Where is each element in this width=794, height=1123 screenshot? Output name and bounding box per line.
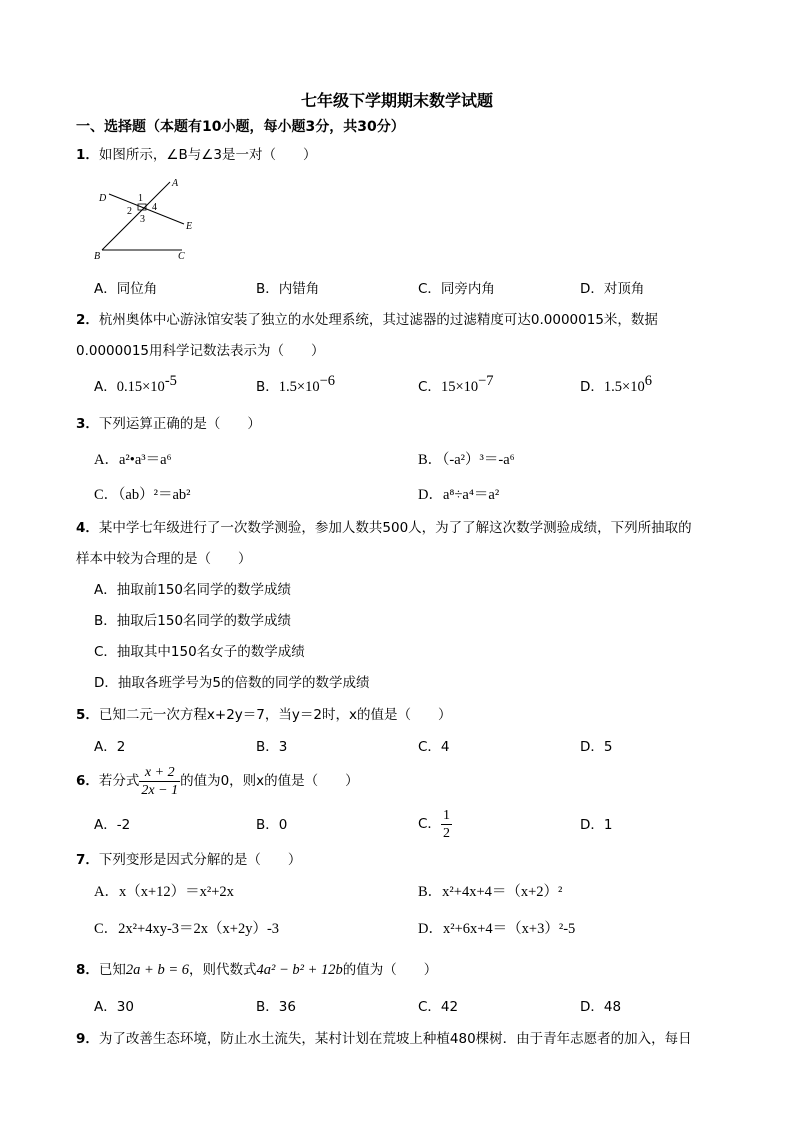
option-c: C．4 bbox=[418, 739, 450, 755]
option-c: C．2x²+4xy-3＝2x（x+2y）-3 bbox=[94, 921, 280, 937]
fraction: $\frac{1}{2}$ bbox=[442, 807, 450, 841]
angle-4-label: 4 bbox=[152, 202, 157, 213]
question-number: 7． bbox=[76, 852, 99, 868]
question-4 bbox=[76, 520, 692, 536]
option-d: D．48 bbox=[580, 999, 622, 1015]
option-b: B．36 bbox=[256, 999, 296, 1015]
option-c: C．抽取其中150名女子的数学成绩 bbox=[94, 644, 305, 660]
option-a: A．a²•a³＝a⁶ bbox=[94, 452, 172, 468]
option-a: A．-2 bbox=[94, 817, 131, 833]
angle-1-label: 1 bbox=[138, 193, 143, 204]
question-6 bbox=[76, 763, 359, 801]
option-d: D．抽取各班学号为5的倍数的同学的数学成绩 bbox=[94, 675, 370, 691]
fraction bbox=[139, 764, 180, 799]
option-a: A．抽取前150名同学的数学成绩 bbox=[94, 582, 292, 598]
option-d: D．$1.5\times 10^6$ bbox=[580, 373, 652, 395]
option-a: A．x（x+12）＝x²+2x bbox=[94, 884, 234, 900]
option-b: B．$1.5\times 10^{-6}$ bbox=[256, 373, 336, 395]
option-a: A．同位角 bbox=[94, 281, 158, 297]
question-number: 2． bbox=[76, 312, 99, 328]
question-stem: 下列运算正确的是（ ） bbox=[98, 416, 261, 432]
question-stem: 如图所示，∠B与∠3是一对（ ） bbox=[98, 147, 317, 163]
question-stem: 下列变形是因式分解的是（ ） bbox=[98, 852, 302, 868]
question-stem-line-1: 某中学七年级进行了一次数学测验，参加人数共500人，为了了解这次数学测验成绩，下列所抽取的 bbox=[98, 520, 692, 536]
point-e-label: E bbox=[186, 221, 193, 232]
question-stem-line-2: 样本中较为合理的是（ ） bbox=[76, 551, 252, 567]
point-b-label: B bbox=[94, 251, 101, 262]
angle-3-label: 3 bbox=[140, 214, 145, 225]
option-b: B．3 bbox=[256, 739, 288, 755]
option-d: D．对顶角 bbox=[580, 281, 645, 297]
question-8: 8．已知2a + b = 6，则代数式4a² − b² + 12b的值为（ ） bbox=[76, 962, 438, 978]
option-d: D．5 bbox=[580, 739, 613, 755]
option-c: C． $\frac{1}{2}$ bbox=[418, 807, 450, 841]
option-b: B．内错角 bbox=[256, 281, 320, 297]
question-stem-pre: 若分式 bbox=[98, 773, 140, 789]
option-a: A．30 bbox=[94, 999, 134, 1015]
question-3 bbox=[76, 416, 261, 432]
question-5 bbox=[76, 707, 451, 723]
angle-figure bbox=[90, 174, 200, 264]
point-c-label: C bbox=[178, 251, 185, 262]
question-1 bbox=[76, 147, 316, 163]
algebraic-expression: 4a² − b² + 12b bbox=[256, 962, 343, 978]
fraction-numerator: x + 2 bbox=[139, 764, 180, 782]
option-a: A．$0.15\times 10^{-5}$ bbox=[94, 373, 177, 395]
option-c: C．（ab）²＝ab² bbox=[94, 487, 191, 503]
point-d-label: D bbox=[99, 193, 107, 204]
question-stem-post: 的值为0，则x的值是（ ） bbox=[180, 773, 359, 789]
angle-2-label: 2 bbox=[127, 206, 132, 217]
option-b: B．抽取后150名同学的数学成绩 bbox=[94, 613, 292, 629]
question-number: 5． bbox=[76, 707, 99, 723]
question-number: 6． bbox=[76, 773, 99, 789]
condition-expression: 2a + b = 6 bbox=[125, 962, 189, 978]
option-d: D．a⁸÷a⁴＝a² bbox=[418, 487, 500, 503]
option-a: A．2 bbox=[94, 739, 126, 755]
option-c: C．同旁内角 bbox=[418, 281, 495, 297]
option-b: B．0 bbox=[256, 817, 288, 833]
question-7 bbox=[76, 852, 301, 868]
question-number: 8． bbox=[76, 962, 99, 978]
question-stem-line-1: 为了改善生态环境，防止水土流失，某村计划在荒坡上种植480棵树．由于青年志愿者的加入，每日 bbox=[98, 1031, 692, 1047]
question-number: 1． bbox=[76, 147, 99, 163]
question-9 bbox=[76, 1031, 692, 1047]
point-a-label: A bbox=[172, 178, 179, 189]
question-number: 3． bbox=[76, 416, 99, 432]
page-title: 七年级下学期期末数学试题 bbox=[300, 91, 493, 110]
option-d: D．1 bbox=[580, 817, 613, 833]
question-2 bbox=[76, 312, 658, 328]
option-c: C．$15\times 10^{-7}$ bbox=[418, 373, 494, 395]
option-b: B．（-a²）³＝-a⁶ bbox=[418, 452, 515, 468]
option-d: D．x²+6x+4＝（x+3）²-5 bbox=[418, 921, 576, 937]
option-c: C．42 bbox=[418, 999, 459, 1015]
question-stem-line-1: 杭州奥体中心游泳馆安装了独立的水处理系统，其过滤器的过滤精度可达0.0000015米，数据 bbox=[98, 312, 658, 328]
question-stem: 已知二元一次方程x+2y＝7，当y＝2时，x的值是（ ） bbox=[98, 707, 452, 723]
option-b: B．x²+4x+4＝（x+2）² bbox=[418, 884, 563, 900]
question-number: 4． bbox=[76, 520, 99, 536]
fraction-denominator: 2x − 1 bbox=[141, 782, 179, 798]
question-stem-line-2: 0.0000015用科学记数法表示为（ ） bbox=[76, 343, 325, 359]
question-number: 9． bbox=[76, 1031, 99, 1047]
section-heading: 一、选择题（本题有10小题，每小题3分，共30分） bbox=[76, 119, 405, 135]
